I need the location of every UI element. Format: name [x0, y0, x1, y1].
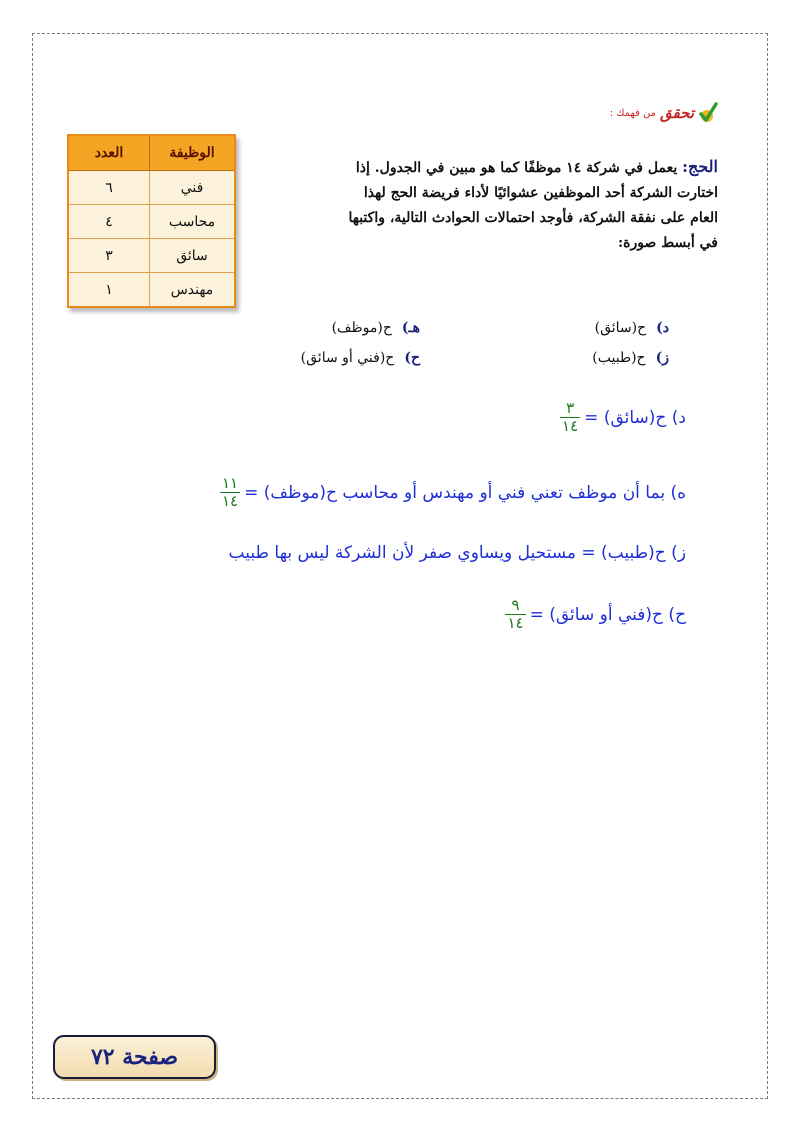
subquestion-letter: ز)	[655, 350, 669, 366]
problem-text: يعمل في شركة ١٤ موظفًا كما هو مبين في الجدول. إذا اختارت الشركة أحد الموظفين عشوائيًا لأداء فريضة الحج لهذا العام على نفقة الشركة، فأوجد احتمالات الحوادث التالية، واكتبها في أبسط صورة:	[348, 160, 718, 251]
cell-role: محاسب	[150, 205, 236, 239]
cell-count: ٦	[68, 171, 150, 205]
answer-fraction	[220, 475, 240, 510]
subquestion-text: ح(سائق)	[594, 320, 647, 336]
cell-count: ١	[68, 273, 150, 308]
checkmark-icon	[698, 102, 718, 124]
subquestion-letter: د)	[656, 320, 669, 336]
table-row	[68, 205, 235, 239]
answer-fraction	[505, 597, 525, 632]
header-role: الوظيفة	[150, 135, 236, 171]
problem-statement	[338, 154, 718, 256]
subquestion-d	[595, 320, 669, 336]
answer-h2	[501, 597, 686, 632]
cell-role: سائق	[150, 239, 236, 273]
fraction-numerator: ١١	[221, 474, 239, 492]
answer-fraction	[560, 400, 580, 435]
subquestion-letter: ح)	[404, 350, 420, 366]
subquestion-letter: هـ)	[401, 320, 420, 336]
fraction-denominator: ١٤	[562, 417, 579, 435]
table-row	[68, 171, 235, 205]
cell-count: ٤	[68, 205, 150, 239]
answer-text: د) ح(سائق) =	[584, 407, 686, 428]
header-count: العدد	[68, 135, 150, 171]
subquestion-text: ح(فني أو سائق)	[300, 350, 395, 366]
cell-role: مهندس	[150, 273, 236, 308]
cell-role: فني	[150, 171, 236, 205]
answer-text: ه) بما أن موظف تعني فني أو مهندس أو محاسب ح(موظف) =	[244, 482, 686, 503]
answer-text: ز) ح(طبيب) = مستحيل ويساوي صفر لأن الشركة ليس بها طبيب	[228, 543, 686, 563]
subquestion-h2	[301, 350, 420, 366]
fraction-denominator: ١٤	[221, 492, 239, 510]
subquestion-z	[592, 350, 669, 366]
table-header-row	[68, 135, 235, 171]
fraction-numerator: ٣	[566, 399, 575, 417]
answer-d	[556, 400, 686, 435]
cell-count: ٣	[68, 239, 150, 273]
table-row	[68, 239, 235, 273]
answer-h	[216, 475, 686, 510]
employees-table	[67, 134, 236, 308]
subquestion-text: ح(موظف)	[331, 320, 392, 336]
fraction-numerator: ٩	[511, 596, 520, 614]
answer-z	[229, 543, 687, 563]
answer-text: ح) ح(فني أو سائق) =	[529, 604, 686, 625]
subquestion-text: ح(طبيب)	[592, 350, 646, 366]
check-understanding-header	[610, 102, 718, 124]
header-title: تحقق	[660, 104, 694, 122]
problem-label: الحج:	[682, 157, 718, 176]
subquestion-h	[332, 320, 420, 336]
page-number-label: صفحة ٧٢	[53, 1035, 216, 1079]
fraction-denominator: ١٤	[507, 614, 524, 632]
header-subtitle: من فهمك :	[609, 107, 657, 119]
table-row	[68, 273, 235, 308]
